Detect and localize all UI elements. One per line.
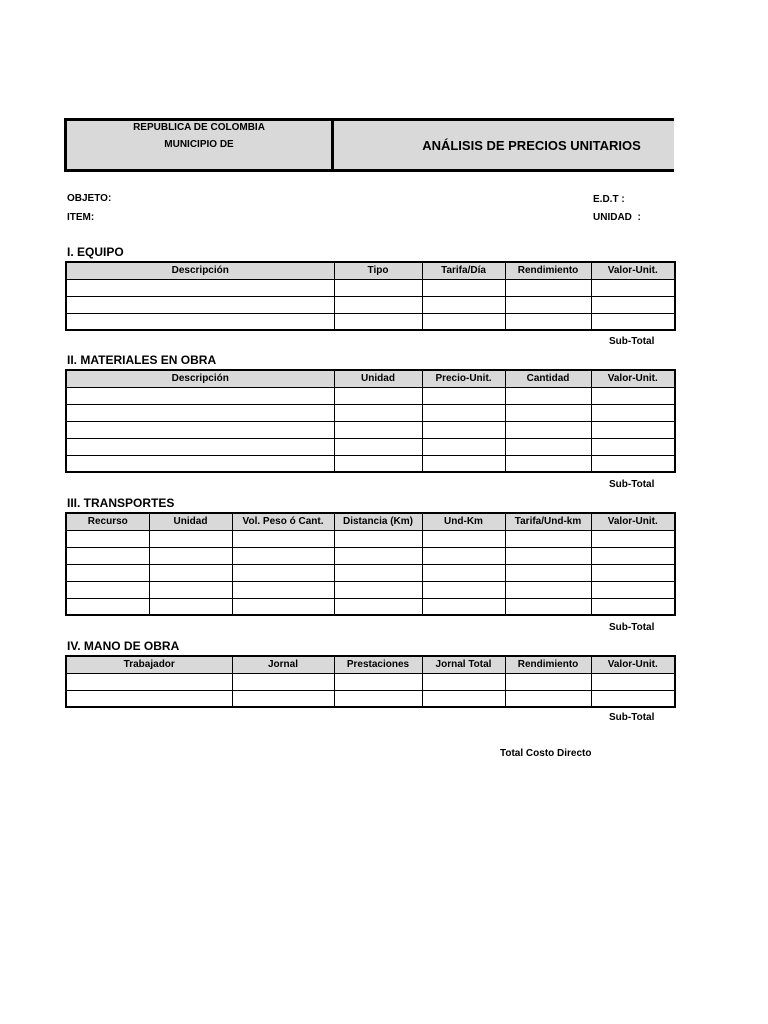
table-cell[interactable] [591, 455, 675, 472]
table-cell[interactable] [505, 313, 591, 330]
table-row [66, 547, 675, 564]
section-title-mano-obra: IV. MANO DE OBRA [67, 639, 180, 653]
column-header: Rendimiento [505, 262, 591, 279]
unidad-label: UNIDAD : [593, 212, 641, 223]
table-cell[interactable] [232, 690, 334, 707]
table-cell[interactable] [591, 387, 675, 404]
page-title: ANÁLISIS DE PRECIOS UNITARIOS [422, 138, 641, 153]
column-header: Jornal Total [422, 656, 505, 673]
table-cell[interactable] [591, 438, 675, 455]
table-cell[interactable] [334, 530, 422, 547]
table-cell[interactable] [66, 581, 149, 598]
table-cell[interactable] [591, 673, 675, 690]
table-row [66, 404, 675, 421]
table-cell[interactable] [232, 564, 334, 581]
column-header: Und-Km [422, 513, 505, 530]
column-header: Tipo [334, 262, 422, 279]
section-title-equipo: I. EQUIPO [67, 245, 124, 259]
table-row [66, 530, 675, 547]
table-cell[interactable] [591, 279, 675, 296]
table-cell[interactable] [422, 581, 505, 598]
table-cell[interactable] [422, 455, 505, 472]
subtotal-materiales: Sub-Total [609, 479, 655, 490]
column-header: Valor-Unit. [591, 656, 675, 673]
table-cell[interactable] [232, 598, 334, 615]
table-cell[interactable] [591, 690, 675, 707]
transportes-table [65, 512, 676, 616]
column-header: Valor-Unit. [591, 370, 675, 387]
table-cell[interactable] [505, 547, 591, 564]
table-cell[interactable] [591, 404, 675, 421]
table-cell[interactable] [149, 547, 232, 564]
table-cell[interactable] [422, 598, 505, 615]
table-cell[interactable] [505, 404, 591, 421]
column-header: Jornal [232, 656, 334, 673]
column-header: Precio-Unit. [422, 370, 505, 387]
table-cell[interactable] [232, 581, 334, 598]
mano-obra-table [65, 655, 676, 708]
table-cell[interactable] [505, 438, 591, 455]
column-header: Distancia (Km) [334, 513, 422, 530]
table-cell[interactable] [334, 673, 422, 690]
table-row [66, 598, 675, 615]
table-cell[interactable] [505, 598, 591, 615]
table-cell[interactable] [66, 530, 149, 547]
section-title-transportes: III. TRANSPORTES [67, 496, 175, 510]
total-costo-directo-label: Total Costo Directo [500, 748, 592, 759]
edt-label: E.D.T : [593, 194, 625, 205]
table-cell[interactable] [505, 530, 591, 547]
column-header: Descripción [66, 370, 334, 387]
table-cell[interactable] [591, 421, 675, 438]
column-header: Cantidad [505, 370, 591, 387]
table-cell[interactable] [334, 455, 422, 472]
table-row [66, 581, 675, 598]
table-cell[interactable] [149, 530, 232, 547]
table-cell[interactable] [422, 279, 505, 296]
table-cell[interactable] [149, 598, 232, 615]
table-cell[interactable] [591, 296, 675, 313]
column-header: Unidad [149, 513, 232, 530]
table-row [66, 279, 675, 296]
table-cell[interactable] [334, 690, 422, 707]
table-row [66, 421, 675, 438]
table-row [66, 564, 675, 581]
column-header: Recurso [66, 513, 149, 530]
table-cell[interactable] [422, 438, 505, 455]
header-municipality: MUNICIPIO DE [164, 139, 234, 150]
table-row [66, 673, 675, 690]
table-cell[interactable] [334, 387, 422, 404]
table-cell[interactable] [66, 387, 334, 404]
table-cell[interactable] [591, 313, 675, 330]
table-row [66, 313, 675, 330]
table-cell[interactable] [149, 581, 232, 598]
column-header: Valor-Unit. [591, 513, 675, 530]
table-cell[interactable] [505, 421, 591, 438]
table-row [66, 387, 675, 404]
item-label: ITEM: [67, 212, 95, 223]
table-cell[interactable] [66, 296, 334, 313]
materiales-table [65, 369, 676, 473]
table-cell[interactable] [334, 279, 422, 296]
table-cell[interactable] [422, 296, 505, 313]
subtotal-mano-obra: Sub-Total [609, 712, 655, 723]
column-header: Prestaciones [334, 656, 422, 673]
table-cell[interactable] [422, 547, 505, 564]
table-row [66, 690, 675, 707]
table-cell[interactable] [66, 313, 334, 330]
table-cell[interactable] [505, 581, 591, 598]
table-cell[interactable] [505, 387, 591, 404]
table-row [66, 296, 675, 313]
table-cell[interactable] [505, 673, 591, 690]
table-cell[interactable] [66, 279, 334, 296]
table-cell[interactable] [66, 547, 149, 564]
table-cell[interactable] [505, 279, 591, 296]
table-cell[interactable] [422, 313, 505, 330]
table-cell[interactable] [422, 387, 505, 404]
table-cell[interactable] [334, 581, 422, 598]
table-cell[interactable] [505, 455, 591, 472]
table-cell[interactable] [334, 296, 422, 313]
table-cell[interactable] [334, 421, 422, 438]
column-header: Valor-Unit. [591, 262, 675, 279]
table-cell[interactable] [334, 598, 422, 615]
table-cell[interactable] [334, 313, 422, 330]
table-cell[interactable] [591, 598, 675, 615]
subtotal-transportes: Sub-Total [609, 622, 655, 633]
table-cell[interactable] [334, 438, 422, 455]
table-cell[interactable] [422, 421, 505, 438]
table-cell[interactable] [334, 404, 422, 421]
table-cell[interactable] [66, 564, 149, 581]
column-header: Trabajador [66, 656, 232, 673]
column-header: Tarifa/Día [422, 262, 505, 279]
table-cell[interactable] [422, 690, 505, 707]
table-cell[interactable] [232, 530, 334, 547]
table-cell[interactable] [66, 598, 149, 615]
table-cell[interactable] [422, 564, 505, 581]
table-cell[interactable] [505, 564, 591, 581]
table-cell[interactable] [422, 673, 505, 690]
equipo-table [65, 261, 676, 331]
column-header: Rendimiento [505, 656, 591, 673]
table-cell[interactable] [591, 564, 675, 581]
column-header: Unidad [334, 370, 422, 387]
table-cell[interactable] [505, 690, 591, 707]
table-cell[interactable] [66, 438, 334, 455]
column-header: Descripción [66, 262, 334, 279]
table-cell[interactable] [422, 404, 505, 421]
table-cell[interactable] [66, 673, 232, 690]
table-cell[interactable] [591, 530, 675, 547]
table-cell[interactable] [66, 404, 334, 421]
table-cell[interactable] [149, 564, 232, 581]
table-cell[interactable] [591, 547, 675, 564]
table-cell[interactable] [591, 581, 675, 598]
column-header: Tarifa/Und-km [505, 513, 591, 530]
table-row [66, 438, 675, 455]
table-cell[interactable] [232, 547, 334, 564]
table-cell[interactable] [422, 530, 505, 547]
table-cell[interactable] [334, 547, 422, 564]
section-title-materiales: II. MATERIALES EN OBRA [67, 353, 217, 367]
table-cell[interactable] [505, 296, 591, 313]
header-country: REPUBLICA DE COLOMBIA [133, 122, 265, 133]
table-cell[interactable] [66, 690, 232, 707]
table-cell[interactable] [334, 564, 422, 581]
subtotal-equipo: Sub-Total [609, 336, 655, 347]
table-cell[interactable] [232, 673, 334, 690]
table-cell[interactable] [66, 421, 334, 438]
column-header: Vol. Peso ó Cant. [232, 513, 334, 530]
table-cell[interactable] [66, 455, 334, 472]
table-row [66, 455, 675, 472]
objeto-label: OBJETO: [67, 193, 112, 204]
